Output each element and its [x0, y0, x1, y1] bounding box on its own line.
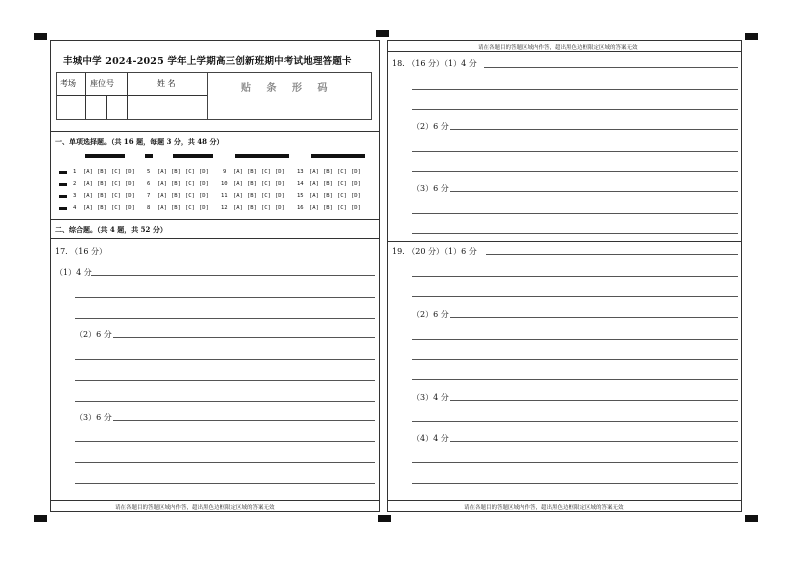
- q18-part2-label: （2）6 分: [412, 122, 449, 131]
- answer-line[interactable]: [450, 317, 738, 318]
- answer-line[interactable]: [412, 379, 738, 380]
- answer-line[interactable]: [450, 441, 738, 442]
- q19-part2-label: （2）6 分: [412, 310, 449, 319]
- option-c[interactable]: [C]: [185, 193, 195, 199]
- exam-room-label: 考场: [60, 79, 76, 88]
- option-d[interactable]: [D]: [275, 193, 285, 199]
- bottom-notice-right: 请在各题目的答题区域内作答，超出黑色边框限定区域的答案无效: [464, 505, 624, 511]
- option-a[interactable]: [A]: [233, 181, 243, 187]
- answer-line[interactable]: [412, 483, 738, 484]
- option-c[interactable]: [C]: [337, 169, 347, 175]
- registration-mark: [376, 30, 389, 37]
- question-number: 10: [221, 181, 228, 187]
- option-a[interactable]: [A]: [233, 193, 243, 199]
- answer-line[interactable]: [75, 462, 375, 463]
- registration-mark: [378, 515, 391, 522]
- registration-mark: [745, 515, 758, 522]
- option-a[interactable]: [A]: [309, 193, 319, 199]
- q17-part3-label: （3）6 分: [75, 413, 112, 422]
- option-b[interactable]: [B]: [247, 193, 257, 199]
- option-b[interactable]: [B]: [97, 169, 107, 175]
- option-b[interactable]: [B]: [97, 181, 107, 187]
- mcq-column-bar: [235, 154, 289, 158]
- option-a[interactable]: [A]: [309, 181, 319, 187]
- option-b[interactable]: [B]: [323, 181, 333, 187]
- answer-line[interactable]: [75, 359, 375, 360]
- answer-line[interactable]: [75, 380, 375, 381]
- bottom-notice-left: 请在各题目的答题区域内作答，超出黑色边框限定区域的答案无效: [115, 505, 275, 511]
- option-c[interactable]: [C]: [337, 205, 347, 211]
- question-number: 2: [73, 181, 77, 187]
- option-d[interactable]: [D]: [125, 205, 135, 211]
- q19-title: 19. （20 分）（1）6 分: [392, 247, 477, 256]
- option-a[interactable]: [A]: [309, 169, 319, 175]
- option-a[interactable]: [A]: [233, 169, 243, 175]
- question-number: 14: [297, 181, 304, 187]
- section2-heading: 二、综合题。（共 4 题，共 52 分）: [55, 225, 167, 234]
- answer-line[interactable]: [113, 337, 375, 338]
- name-label: 姓 名: [157, 79, 176, 88]
- option-a[interactable]: [A]: [157, 169, 167, 175]
- option-d[interactable]: [D]: [351, 193, 361, 199]
- q19-part4-label: （4）4 分: [412, 434, 449, 443]
- answer-line[interactable]: [412, 359, 738, 360]
- option-c[interactable]: [C]: [337, 181, 347, 187]
- question-number: 7: [147, 193, 151, 199]
- option-b[interactable]: [B]: [97, 205, 107, 211]
- option-d[interactable]: [D]: [351, 181, 361, 187]
- q18-part3-label: （3）6 分: [412, 184, 449, 193]
- question-number: 11: [221, 193, 228, 199]
- option-c[interactable]: [C]: [185, 205, 195, 211]
- answer-line[interactable]: [450, 400, 738, 401]
- q18-title: 18. （16 分）（1）4 分: [392, 59, 477, 68]
- answer-line[interactable]: [412, 421, 738, 422]
- option-d[interactable]: [D]: [351, 169, 361, 175]
- option-c[interactable]: [C]: [185, 169, 195, 175]
- registration-mark: [745, 33, 758, 40]
- answer-line[interactable]: [412, 233, 738, 234]
- mcq-column-bar: [145, 154, 153, 158]
- option-c[interactable]: [C]: [261, 169, 271, 175]
- left-answer-panel: [50, 40, 380, 512]
- option-a[interactable]: [A]: [83, 181, 93, 187]
- section1-heading: 一、单项选择题。（共 16 题，每题 3 分，共 48 分）: [55, 137, 224, 146]
- mcq-column-bar: [311, 154, 365, 158]
- option-d[interactable]: [D]: [199, 181, 209, 187]
- question-number: 1: [73, 169, 77, 175]
- answer-line[interactable]: [75, 318, 375, 319]
- barcode-label: 贴 条 形 码: [241, 83, 334, 94]
- option-c[interactable]: [C]: [261, 205, 271, 211]
- option-c[interactable]: [C]: [111, 205, 121, 211]
- mcq-column-bar: [85, 154, 125, 158]
- row-marker: [59, 195, 67, 198]
- answer-line[interactable]: [486, 254, 738, 255]
- question-number: 12: [221, 205, 228, 211]
- q17-part2-label: （2）6 分: [75, 330, 112, 339]
- option-d[interactable]: [D]: [125, 181, 135, 187]
- answer-line[interactable]: [412, 109, 738, 110]
- question-number: 8: [147, 205, 151, 211]
- seat-number-label: 座位号: [90, 79, 114, 88]
- option-c[interactable]: [C]: [337, 193, 347, 199]
- right-answer-panel: [387, 40, 742, 512]
- answer-line[interactable]: [113, 420, 375, 421]
- option-a[interactable]: [A]: [83, 169, 93, 175]
- registration-mark: [34, 515, 47, 522]
- answer-line[interactable]: [450, 129, 738, 130]
- answer-line[interactable]: [412, 462, 738, 463]
- option-b[interactable]: [B]: [171, 193, 181, 199]
- option-d[interactable]: [D]: [275, 181, 285, 187]
- row-marker: [59, 183, 67, 186]
- option-b[interactable]: [B]: [247, 169, 257, 175]
- option-a[interactable]: [A]: [309, 205, 319, 211]
- option-d[interactable]: [D]: [351, 205, 361, 211]
- question-number: 5: [147, 169, 151, 175]
- q17-title: 17. （16 分）: [55, 247, 107, 256]
- row-marker: [59, 207, 67, 210]
- answer-line[interactable]: [75, 401, 375, 402]
- q19-part3-label: （3）4 分: [412, 393, 449, 402]
- answer-line[interactable]: [412, 171, 738, 172]
- answer-line[interactable]: [75, 483, 375, 484]
- option-d[interactable]: [D]: [199, 193, 209, 199]
- answer-line[interactable]: [412, 339, 738, 340]
- q17-part1-label: （1）4 分: [55, 268, 92, 277]
- answer-line[interactable]: [412, 151, 738, 152]
- option-b[interactable]: [B]: [97, 193, 107, 199]
- answer-line[interactable]: [412, 276, 738, 277]
- question-number: 16: [297, 205, 304, 211]
- option-c[interactable]: [C]: [261, 181, 271, 187]
- answer-line[interactable]: [91, 275, 375, 276]
- answer-line[interactable]: [450, 191, 738, 192]
- option-b[interactable]: [B]: [247, 181, 257, 187]
- question-number: 3: [73, 193, 77, 199]
- option-d[interactable]: [D]: [199, 169, 209, 175]
- answer-line[interactable]: [412, 213, 738, 214]
- option-a[interactable]: [A]: [157, 205, 167, 211]
- top-notice-right: 请在各题目的答题区域内作答，超出黑色边框限定区域的答案无效: [478, 45, 638, 51]
- option-a[interactable]: [A]: [157, 181, 167, 187]
- answer-line[interactable]: [75, 297, 375, 298]
- option-c[interactable]: [C]: [111, 169, 121, 175]
- page-title: 丰城中学 2024-2025 学年上学期高三创新班期中考试地理答题卡: [63, 56, 352, 67]
- option-b[interactable]: [B]: [171, 205, 181, 211]
- row-marker: [59, 171, 67, 174]
- option-b[interactable]: [B]: [247, 205, 257, 211]
- option-c[interactable]: [C]: [261, 193, 271, 199]
- option-b[interactable]: [B]: [323, 205, 333, 211]
- answer-line[interactable]: [484, 67, 738, 68]
- registration-mark: [34, 33, 47, 40]
- option-a[interactable]: [A]: [83, 193, 93, 199]
- option-d[interactable]: [D]: [275, 205, 285, 211]
- option-c[interactable]: [C]: [111, 193, 121, 199]
- option-b[interactable]: [B]: [171, 169, 181, 175]
- question-number: 9: [223, 169, 227, 175]
- barcode-area: [207, 72, 372, 120]
- info-table: [56, 72, 208, 120]
- question-number: 13: [297, 169, 304, 175]
- option-d[interactable]: [D]: [275, 169, 285, 175]
- option-a[interactable]: [A]: [157, 193, 167, 199]
- option-c[interactable]: [C]: [111, 181, 121, 187]
- question-number: 15: [297, 193, 304, 199]
- question-number: 6: [147, 181, 151, 187]
- option-d[interactable]: [D]: [199, 205, 209, 211]
- option-c[interactable]: [C]: [185, 181, 195, 187]
- option-a[interactable]: [A]: [233, 205, 243, 211]
- option-d[interactable]: [D]: [125, 193, 135, 199]
- option-b[interactable]: [B]: [323, 169, 333, 175]
- option-b[interactable]: [B]: [323, 193, 333, 199]
- option-a[interactable]: [A]: [83, 205, 93, 211]
- option-d[interactable]: [D]: [125, 169, 135, 175]
- question-number: 4: [73, 205, 77, 211]
- answer-line[interactable]: [412, 296, 738, 297]
- mcq-column-bar: [173, 154, 213, 158]
- option-b[interactable]: [B]: [171, 181, 181, 187]
- answer-line[interactable]: [75, 441, 375, 442]
- answer-line[interactable]: [412, 89, 738, 90]
